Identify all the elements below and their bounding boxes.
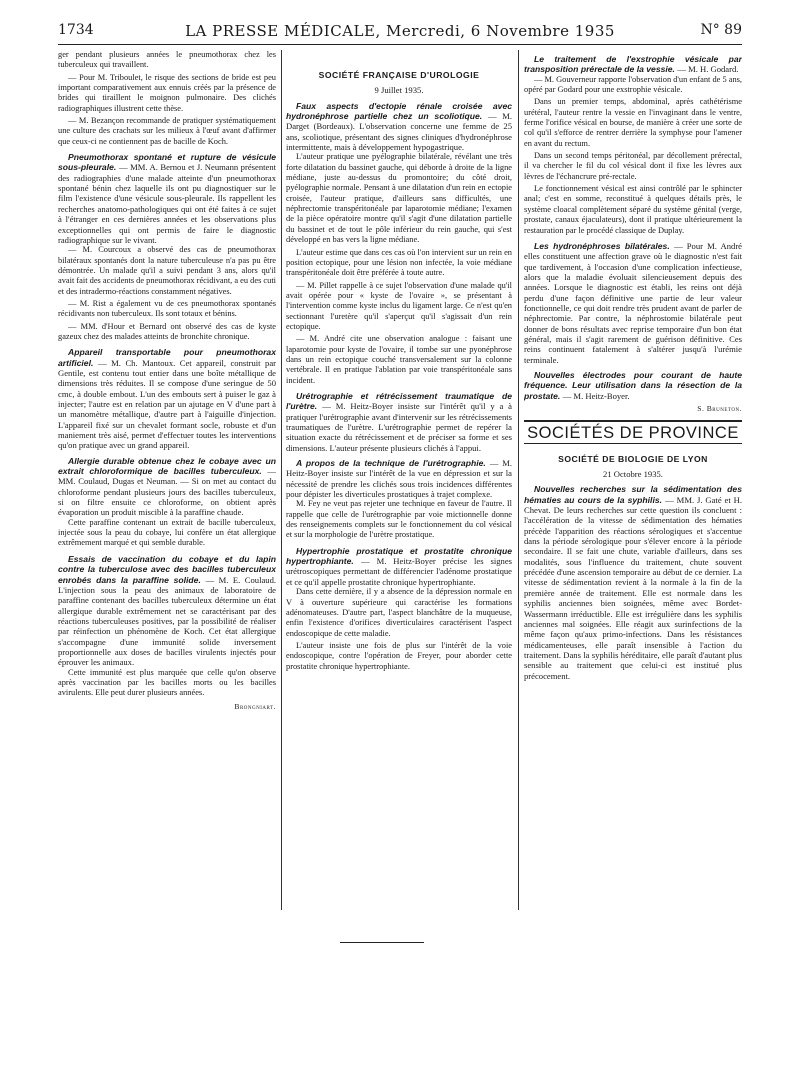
article-heading xyxy=(524,484,742,681)
issue-number: N° 89 xyxy=(700,22,742,38)
article-title: Nouvelles recherches sur la sédimentation des hématies au cours de la syphilis. xyxy=(524,484,742,505)
running-title xyxy=(58,22,742,40)
article-body: — M. Heitz-Boyer insiste sur l'intérêt qu'il y a à pratiquer l'urétrographie avant d'intervenir sur les rétrécissements traumatiques de l'urètre. L'urétrographie permet de repérer la situation exacte du rétrécissement et de préciser sa forme et ses dimensions. L'auteur présente plusieurs clichés à l'appui. xyxy=(286,401,512,453)
author-signature: S. Bruneton. xyxy=(697,404,742,413)
article-body: — M. Heitz-Boyer. xyxy=(562,390,630,401)
article-heading xyxy=(58,554,276,668)
column-rule-2 xyxy=(518,50,519,910)
page-number: 1734 xyxy=(58,22,94,38)
society-title: SOCIÉTÉ DE BIOLOGIE DE LYON xyxy=(558,453,708,464)
article-heading xyxy=(286,101,512,153)
paragraph: — M. Rist a également vu de ces pneumothorax spontanés récidivants non tuberculeux. Ils sont totaux et bénins. xyxy=(58,298,276,319)
header-rule xyxy=(58,44,742,45)
paragraph: — M. Courcoux a observé des cas de pneumothorax bilatéraux spontanés dont la nature tuberculeuse n'a pas pu être démontrée. Un malade qu'il a suivi pendant 3 ans, alors qu'il avait fait des accidents de pneumothorax récidivant, a eu des cuti et des intradermo-réactions constamment négatives. xyxy=(58,245,276,296)
society-title: SOCIÉTÉ FRANÇAISE D'UROLOGIE xyxy=(318,70,480,80)
column-2 xyxy=(286,50,512,900)
paragraph: M. Fey ne veut pas rejeter une technique en faveur de l'autre. Il rappelle que celle de l'urétrographie par voie mictionnelle donne des renseignements complets sur le fonctionnement du col vésical et sur la morphologie de l'urètre prostatique. xyxy=(286,499,512,540)
article-body: — MM. Coulaud, Dugas et Neuman. — Si on met au contact du chloroforme pendant plusieurs jours des bacilles tuberculeux, si on filtre ensuite ce chloroforme, on obtient après évaporation un produit miscible à la paraffine chaude. xyxy=(58,466,276,518)
article-body: — M. Heitz-Boyer insiste sur l'intérêt de la vue en dépression et sur la nécessité de prendre les clichés sous trois incidences différentes pour dépister les diverticules prostatiques à trajet complexe. xyxy=(286,458,512,500)
page-header xyxy=(58,22,742,42)
article-body: — MM. J. Gaté et H. Chevat. De leurs recherches sur cette question ils concluent : l'accélération de la vitesse de sédimentation des hématies précède l'apparition des réactions sérologiques et s'accentue dans la période sérologique pour s'élever encore à la période secondaire. Il se fait une chute, variable d'ailleurs, dans ses modalités, sous l'influence du traitement, chute souvent précédée d'une ascension temporaire au début de ce dernier. La vitesse de sédimentation revient à la normale à la fin de la première année de traitement. Elle est normale dans les syphilis anciennes bien soignées, même avec Bordet-Wassermann irréductible. Elle est irrégulière dans les syphilis anciennes mal soignées. Elle réagit aux surinfections de la même façon qu'aux primo-infections. Dans les résistances médicamenteuses, elle paraît insensible à l'action du traitement. Dans la syphilis héréditaire, elle paraît d'autant plus sensible au traitement que celui-ci est institué plus précocement. xyxy=(524,494,742,681)
article-body: — M. Ch. Mantoux. Cet appareil, construit par Gentile, est contenu tout entier dans une boîte métallique de dimensions très réduites. Il se compose d'une seringue de 50 cmc, à double embout. L'un des embouts sert à puiser le gaz à injecter; l'autre est en relation par un ajutage en V d'une part à un manomètre métallique, d'autre part à l'aiguille d'injection. L'appareil fixé sur un chevalet formant socle, robuste et d'un maniement très aisé, permet d'effectuer toutes les interventions qu'on pratique avec un grand appareil. xyxy=(58,357,276,451)
issue-date: Mercredi, 6 Novembre 1935 xyxy=(386,22,615,40)
paragraph: — M. Pillet rappelle à ce sujet l'observation d'une malade qu'il avait opérée pour « kyste de l'ovaire », se présentant à l'intervention comme kyste inclus du ligament large. Ce n'est qu'en sectionnant l'uretère qu'il s'aperçut qu'il s'agissait d'un rein ectopique. xyxy=(286,280,512,331)
article-body: — M. Darget (Bordeaux). L'observation concerne une femme de 25 ans, scoliotique, présentant des signes cliniques d'hydronéphrose intermittente, mais à développement hypogastrique. xyxy=(286,111,512,153)
column-1 xyxy=(58,50,276,920)
article-title: Les hydronéphroses bilatérales. xyxy=(534,240,670,251)
paragraph: Dans cette dernière, il y a absence de la dépression normale en V à ouverture supérieure qui caractérise les formations adénomateuses. D'autre part, l'aspect blanchâtre de la muqueuse, enfin l'existence d'orifices diverticulaires caractérisent l'aspect endoscopique de cette maladie. xyxy=(286,587,512,638)
paragraph: Cette immunité est plus marquée que celle qu'on observe après vaccination par les bacilles morts ou les bacilles avirulents. Elle peut durer plusieurs années. xyxy=(58,667,276,698)
article-title: Essais de vaccination du cobaye et du lapin contre la tuberculose avec des bacilles tuberculeux enrobés dans la paraffine solide. xyxy=(58,553,276,585)
article-body: — M. Heitz-Boyer précise les signes urétroscopiques permettant de différencier l'adénome prostatique et ce qu'il appelle prostatite chronique hypertrophiante. xyxy=(286,556,512,587)
paragraph: L'auteur insiste une fois de plus sur l'intérêt de la voie endoscopique, contre l'opération de Freyer, pour aborder cette prostatite chronique hypertrophiante. xyxy=(286,640,512,671)
section-banner: SOCIÉTÉS DE PROVINCE xyxy=(524,420,742,443)
article-heading xyxy=(524,241,742,365)
author-signature: Brongniart. xyxy=(234,701,276,711)
article-heading xyxy=(58,456,276,518)
article-body: — Pour M. André elles constituent une affection grave où le diagnostic n'est fait que tardivement, à l'occasion d'une complication infectieuse, alors que la maladie évoluait silencieusement depuis des années. Lorsque le diagnostic est établi, les reins ont déjà perdu d'une façon définitive une partie de leur valeur fonctionnelle, ce qui doit rendre très prudent avant de parler de néphrectomie. Par contre, la néphrostomie bilatérale peut donner de bons résultats avec reprise temporaire d'un bon état général, mais il s'agit rarement de guérison définitive. Ces reins continuent fatalement à s'altérer jusqu'à l'urémie terminale. xyxy=(524,240,742,365)
end-rule xyxy=(340,942,424,943)
paragraph: ger pendant plusieurs années le pneumothorax chez les tuberculeux qui travaillent. xyxy=(58,50,276,70)
article-title: Pneumothorax spontané et rupture de vésicule sous-pleurale. xyxy=(58,152,276,173)
paragraph: Dans un second temps péritonéal, par décollement prérectal, il va chercher le fil du col vésical dont il fixe les lèvres aux lèvres de l'échancrure pré-rectale. xyxy=(524,151,742,181)
paragraph: — M. André cite une observation analogue : faisant une laparotomie pour kyste de l'ovaire, il tombe sur une pyonéphrose dans un rein ectopique couché transversalement sur la colonne vertébrale. Il en pratique l'ablation par voie transpéritonéale sans incident. xyxy=(286,334,512,385)
article-heading xyxy=(286,546,512,587)
article-body: — MM. A. Bernou et J. Neumann présentent des radiographies d'une malade atteinte d'un pneumothorax spontané bénin chez laquelle ils ont pu diagnostiquer sur le film l'existence d'une vésicule sous-pleurale. Ils rappellent les recherches anatomo-pathologiques qui ont été faites à ce sujet à l'étranger en ces dernières années et les observations plus exceptionnelles qui ont permis de faire le diagnostic radiographique sur le vivant. xyxy=(58,162,276,245)
article-title: Urétrographie et rétrécissement traumatique de l'urètre. xyxy=(286,390,512,412)
article-heading xyxy=(58,347,276,450)
paragraph: Cette paraffine contenant un extrait de bacille tuberculeux, injectée sous la peau du cobaye, lui confère un état allergique extrêmement marqué et qui semble durable. xyxy=(58,517,276,548)
paragraph: Le fonctionnement vésical est ainsi contrôlé par le sphincter anal; c'est en somme, reconstitué à quelques détails près, le système cloacal complètement séparé du système génital (verge, prostate, canaux éjaculateurs), dont il pratique ultérieurement la restauration par le procédé classique de Duplay. xyxy=(524,184,742,235)
article-heading xyxy=(524,370,742,401)
paragraph: — M. Gouverneur rapporte l'observation d'un enfant de 5 ans, opéré par Godard pour une exstrophie vésicale. xyxy=(524,74,742,95)
session-date: 9 Juillet 1935. xyxy=(374,85,424,96)
article-heading xyxy=(286,391,512,453)
article-title: Le traitement de l'exstrophie vésicale par transposition prérectale de la vessie. xyxy=(524,54,742,75)
article-title: A propos de la technique de l'urétrographie. xyxy=(296,458,486,469)
paragraph: — M. Bezançon recommande de pratiquer systématiquement une culture des crachats sur les milieux à l'œuf avant d'affirmer que ceux-ci ne contiennent pas de bacille de Koch. xyxy=(58,116,276,146)
column-rule-1 xyxy=(281,50,282,910)
session-date: 21 Octobre 1935. xyxy=(603,469,663,480)
article-heading xyxy=(524,54,742,75)
article-heading xyxy=(286,458,512,499)
journal-name: LA PRESSE MÉDICALE, xyxy=(185,22,381,40)
paragraph: — MM. d'Hour et Bernard ont observé des cas de kyste gazeux chez des malades atteints de bronchite chronique. xyxy=(58,321,276,341)
article-title: Hypertrophie prostatique et prostatite chronique hypertrophiante. xyxy=(286,545,512,567)
paragraph: L'auteur estime que dans ces cas où l'on intervient sur un rein en position ectopique, pour une lésion non infectée, la voie médiane transpéritonéale doit être préférée à toute autre. xyxy=(286,247,512,278)
article-title: Appareil transportable pour pneumothorax artificiel. xyxy=(58,347,276,368)
article-heading xyxy=(58,152,276,245)
article-body: — M. H. Godard. xyxy=(677,64,739,75)
column-3 xyxy=(524,50,742,900)
paragraph: L'auteur pratique une pyélographie bilatérale, révélant une très forte dilatation du bassinet gauche, qui déborde à droite de la ligne médiane, juste au-dessus du promontoire; du côté droit, pyélographie normale. Pensant à une dilatation d'un rein en ectopie croisée, l'auteur pratique, d'ailleurs sans difficultés, une néphrectomie transpéritonéale par laparotomie médiane; l'examen de la pièce opératoire montre qu'il s'agit d'une dilatation partielle du bassinet et de tout le pôle inférieur du rein gauche, qui s'est développé en bas vers la ligne médiane. xyxy=(286,152,512,245)
article-title: Nouvelles électrodes pour courant de haute fréquence. Leur utilisation dans la résection de la prostate. xyxy=(524,369,742,401)
article-title: Faux aspects d'ectopie rénale croisée avec hydronéphrose partielle chez un scoliotique. xyxy=(286,100,512,122)
paragraph: Dans un premier temps, abdominal, après cathétérisme urétéral, l'auteur rentre la vessie en l'invaginant dans le ventre, ferme l'orifice vésical en bourse, de manière à créer une sorte de col qu'il s'efforce de rentrer derrière la symphyse pour l'amener en avant du rectum. xyxy=(524,97,742,148)
article-title: Allergie durable obtenue chez le cobaye avec un extrait chloroformique de bacilles tuberculeux. xyxy=(58,455,276,477)
paragraph: — Pour M. Triboulet, le risque des sections de bride est peu important comparativement aux ennuis créés par la présence de brides qui tiraillent le moignon pulmonaire. Des clichés radiographiques illustrent cette thèse. xyxy=(58,72,276,113)
article-body: — M. E. Coulaud. L'injection sous la peau des animaux de laboratoire de paraffine contenant des bacilles tuberculeux détermine un état allergique durable extrêmement net se caractérisant par des réactions tuberculeuses positives, par la possibilité de réaliser par réinfection un phénomène de Koch. Cet état allergique s'accompagne d'une immunité solide inversement proportionnelle aux doses de bacilles virulents injectés pour éprouver les animaux. xyxy=(58,574,276,668)
